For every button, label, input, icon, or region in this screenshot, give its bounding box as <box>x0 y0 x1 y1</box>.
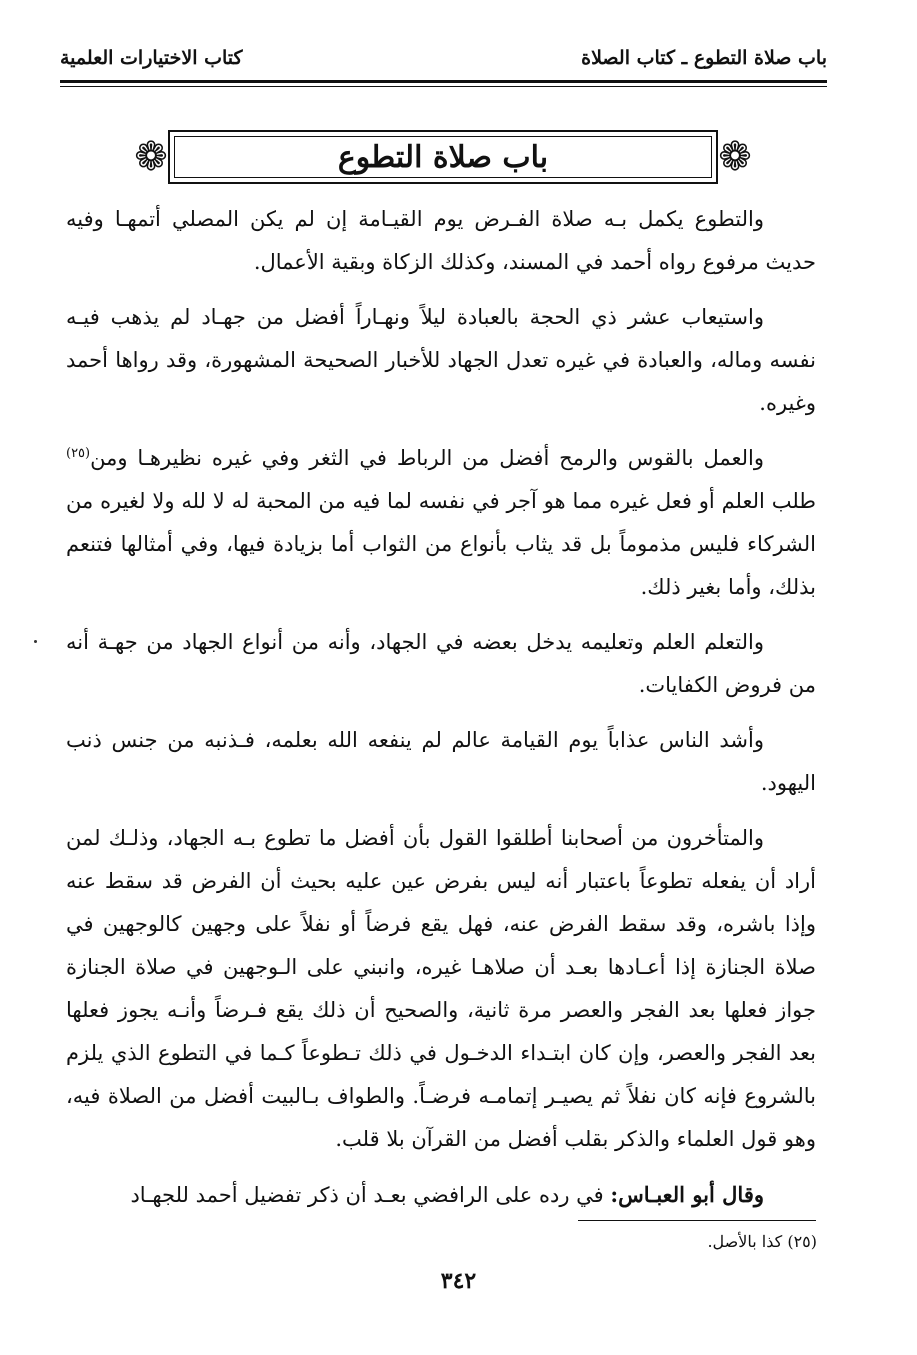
scan-speck <box>34 640 37 643</box>
paragraph <box>66 1173 816 1217</box>
footnote-rule <box>578 1220 816 1221</box>
header-book-title: كتاب الاختيارات العلمية <box>60 47 243 69</box>
chapter-title: باب صلاة التطوع <box>337 139 549 175</box>
paragraph <box>66 437 816 609</box>
header-thick-rule <box>60 80 827 83</box>
paragraph-text: والعمل بالقوس والرمح أفضل من الرباط في الثغر وفي غيره نظيرهـا ومن <box>90 446 764 470</box>
speaker-lead: وقال أبو العبـاس: <box>610 1182 764 1207</box>
paragraph: والمتأخرون من أصحابنا أطلقوا القول بأن أفضل ما تطوع بـه الجهاد، وذلـك لمن أراد أن يفعله تطوعاً باعتبار أنه ليس بفرض عين عليه بحيث أن الفرض قد سقط عنه وإذا باشره، وقد سقط الفرض عنه، فهل يقع فرضاً أو نفلاً على وجهين كالوجهين في صلاة الجنازة إذا أعـادها بعـد أن صلاهـا غيره، وانبني على الـوجهين في صلاة الجنازة جواز فعلها بعد الفجر والعصر مرة ثانية، والصحيح أن ذلك يقع فـرضاً وأنـه يجوز فعلها بعد الفجر والعصر، وإن كان ابتـداء الدخـول في ذلك تـطوعاً كـما في التطوع الذي يلزم بالشروع فإنه كان نفلاً ثم يصيـر إتمامـه فرضـاً. والطواف بـالبيت أفضل من الصلاة فيه، وهو قول العلماء والذكر بقلب أفضل من القرآن بلا قلب. <box>66 826 816 1151</box>
main-text <box>66 198 816 1229</box>
paragraph: والتطوع يكمل بـه صلاة الفـرض يوم القيـامة إن لم يكن المصلي أتمهـا وفيه حديث مرفوع رواه أحمد في المسند، وكذلك الزكاة وبقية الأعمال. <box>66 207 816 274</box>
floral-ornament-icon: ❁ <box>718 134 752 180</box>
paragraph: والتعلم العلم وتعليمه يدخل بعضه في الجهاد، وأنه من أنواع الجهاد من جهـة أنه من فروض الكفايات. <box>66 630 816 697</box>
paragraph-text: في رده على الرافضي بعـد أن ذكر تفضيل أحمد للجهـاد <box>130 1183 611 1207</box>
page-number: ٣٤٢ <box>440 1268 477 1294</box>
paragraph-text: طلب العلم أو فعل غيره مما هو آجر في نفسه لما فيه من المحبة له لا لله ولا لغيره من الشركاء فليس مذموماً بل قد يثاب بأنواع من الثواب أما بزيادة فيها، وفي أمثالها فتنعم بذلك، وأما بغير ذلك. <box>66 489 816 599</box>
chapter-title-frame <box>128 126 758 188</box>
footnote: (٢٥) كذا بالأصل. <box>707 1232 817 1251</box>
paragraph: وأشد الناس عذاباً يوم القيامة عالم لم ينفعه الله بعلمه، فـذنبه من جنس ذنب اليهود. <box>66 728 816 795</box>
floral-ornament-icon: ❁ <box>134 134 168 180</box>
header-chapter-title: باب صلاة التطوع ـ كتاب الصلاة <box>581 47 827 69</box>
footnote-reference: (٢٥) <box>66 446 91 461</box>
header-thin-rule <box>60 86 827 87</box>
paragraph: واستيعاب عشر ذي الحجة بالعبادة ليلاً ونهـاراً أفضل من جهـاد لم يذهب فيـه نفسه وماله، والعبادة في غيره تعدل الجهاد للأخبار الصحيحة المشهورة، وقد رواها أحمد وغيره. <box>66 305 816 415</box>
running-header <box>60 40 827 76</box>
